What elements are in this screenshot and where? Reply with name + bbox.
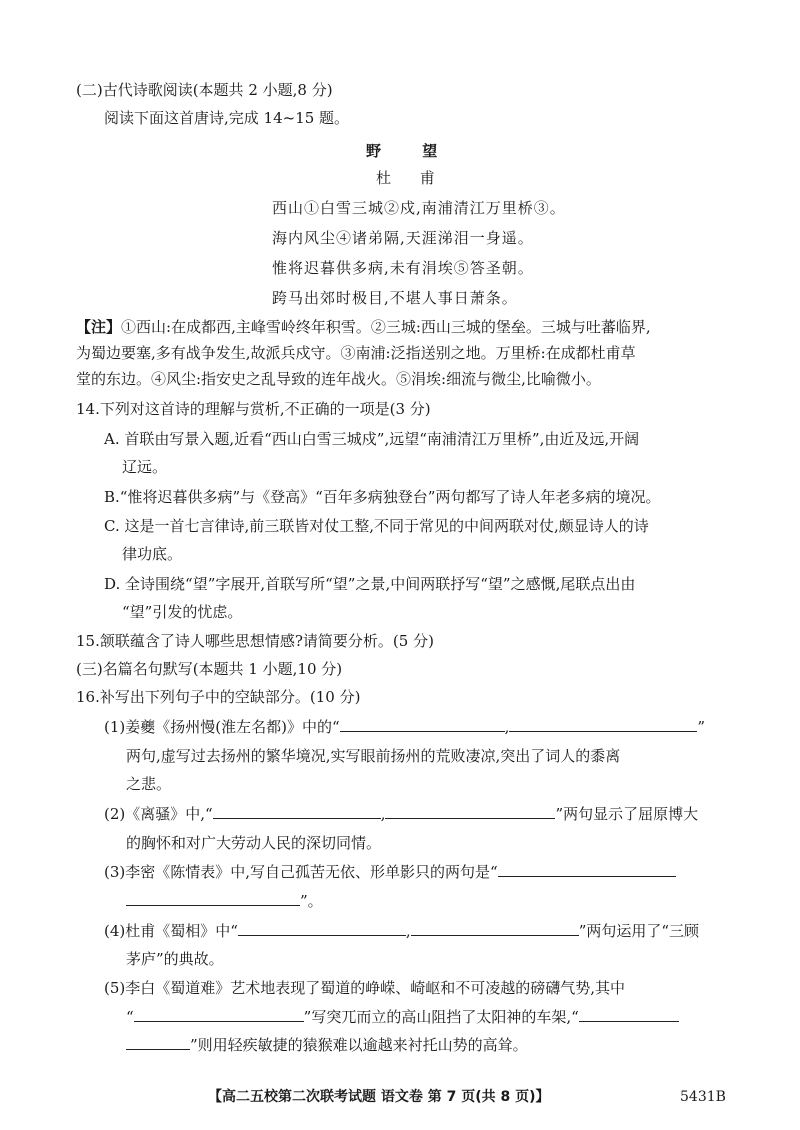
- q16-item-3-line-2: [126, 890, 323, 912]
- q16-item-5-line-2: [126, 1006, 679, 1028]
- q16-item-5-line-3: [126, 1034, 528, 1056]
- section-heading-poetry: (二)古代诗歌阅读(本题共 2 小题,8 分): [76, 81, 333, 99]
- question-15-stem: 15.颔联蕴含了诗人哪些思想情感?请简要分析。(5 分): [76, 632, 434, 650]
- note-text-1: ①西山:在成都西,主峰雪岭终年积雪。②三城:西山三城的堡垒。三城与吐蕃临界,: [121, 318, 651, 336]
- question-14-stem: 14.下列对这首诗的理解与赏析,不正确的一项是(3 分): [76, 400, 431, 418]
- q14-option-c-cont: 律功底。: [122, 545, 183, 563]
- answer-blank[interactable]: [238, 920, 406, 936]
- answer-blank[interactable]: [213, 803, 381, 819]
- page-footer-title: 【高二五校第二次联考试题 语文卷 第 7 页(共 8 页)】: [208, 1089, 550, 1105]
- q16-4-comma: ,: [405, 922, 411, 940]
- q16-item-4: [104, 920, 699, 942]
- note-tag: 【注】: [76, 318, 122, 336]
- note-line-3: 堂的东边。④风尘:指安史之乱导致的连年战火。⑤涓埃:细流与微尘,比喻微小。: [76, 370, 601, 388]
- q16-1-end: ”: [697, 718, 706, 736]
- note-line-2: 为蜀边要塞,多有战争发生,故派兵戍守。③南浦:泛指送别之地。万里桥:在成都杜甫草: [76, 344, 636, 362]
- answer-blank[interactable]: [509, 716, 697, 732]
- q16-item-1-line-3: 之悲。: [126, 775, 172, 793]
- q16-item-5: (5)李白《蜀道难》艺术地表现了蜀道的峥嵘、崎岖和不可凌越的磅礴气势,其中: [104, 979, 626, 997]
- q14-option-a: A. 首联由写景入题,近看“西山白雪三城戍”,远望“南浦清江万里桥”,由近及远,开阔: [104, 430, 640, 448]
- q16-2-prefix: (2)《离骚》中,“: [104, 805, 213, 823]
- poem-author: 杜 甫: [376, 169, 447, 187]
- q16-3-suffix: ”。: [300, 892, 323, 910]
- q16-item-4-line-2: 茅庐”的典故。: [126, 950, 224, 968]
- q16-item-1: [104, 716, 705, 738]
- q16-5-open-quote: “: [126, 1008, 134, 1026]
- answer-blank[interactable]: [385, 803, 555, 819]
- q16-5-suffix: ”则用轻疾敏捷的猿猴难以逾越来衬托山势的高耸。: [190, 1036, 528, 1054]
- q16-item-3: [104, 861, 676, 883]
- reading-instruction: 阅读下面这首唐诗,完成 14~15 题。: [104, 109, 350, 127]
- q16-1-prefix: (1)姜夔《扬州慢(淮左名都)》中的“: [104, 718, 340, 736]
- q16-item-1-line-2: 两句,虚写过去扬州的繁华境况,实写眼前扬州的荒败凄凉,突出了词人的黍离: [126, 747, 621, 765]
- q16-5-middle: ”写突兀而立的高山阻挡了太阳神的车架,“: [303, 1008, 579, 1026]
- exam-code: 5431B: [680, 1089, 726, 1105]
- q14-option-a-cont: 辽远。: [122, 458, 168, 476]
- q16-3-prefix: (3)李密《陈情表》中,写自己孤苦无依、形单影只的两句是“: [104, 863, 498, 881]
- q16-1-comma: ,: [504, 718, 510, 736]
- answer-blank[interactable]: [126, 890, 300, 906]
- q14-option-b: B.“惟将迟暮供多病”与《登高》“百年多病独登台”两句都写了诗人年老多病的境况。: [104, 488, 661, 506]
- poem-title: 野 望: [366, 142, 456, 160]
- note-line-1: [76, 316, 651, 338]
- answer-blank[interactable]: [411, 920, 579, 936]
- section-heading-recitation: (三)名篇名句默写(本题共 1 小题,10 分): [76, 660, 343, 678]
- answer-blank[interactable]: [579, 1006, 679, 1022]
- q16-2-suffix: ”两句显示了屈原博大: [555, 805, 699, 823]
- q16-item-2-line-2: 的胸怀和对广大劳动人民的深切同情。: [126, 834, 382, 852]
- q16-item-2: [104, 803, 698, 825]
- q16-4-suffix: ”两句运用了“三顾: [578, 922, 700, 940]
- poem-line-1: 西山①白雪三城②戍,南浦清江万里桥③。: [272, 199, 566, 217]
- q14-option-d-cont: “望”引发的忧虑。: [122, 603, 243, 621]
- question-16-stem: 16.补写出下列句子中的空缺部分。(10 分): [76, 688, 361, 706]
- q14-option-c: C. 这是一首七言律诗,前三联皆对仗工整,不同于常见的中间两联对仗,颇显诗人的诗: [104, 517, 649, 535]
- answer-blank[interactable]: [126, 1034, 190, 1050]
- q16-4-prefix: (4)杜甫《蜀相》中“: [104, 922, 238, 940]
- poem-line-3: 惟将迟暮供多病,未有涓埃⑤答圣朝。: [272, 259, 534, 277]
- poem-line-2: 海内风尘④诸弟隔,天涯涕泪一身遥。: [272, 229, 534, 247]
- answer-blank[interactable]: [340, 716, 505, 732]
- poem-line-4: 跨马出郊时极目,不堪人事日萧条。: [272, 289, 518, 307]
- answer-blank[interactable]: [134, 1006, 304, 1022]
- q16-2-comma: ,: [380, 805, 386, 823]
- answer-blank[interactable]: [498, 861, 676, 877]
- q14-option-d: D. 全诗围绕“望”字展开,首联写所“望”之景,中间两联抒写“望”之感慨,尾联点出由: [104, 575, 636, 593]
